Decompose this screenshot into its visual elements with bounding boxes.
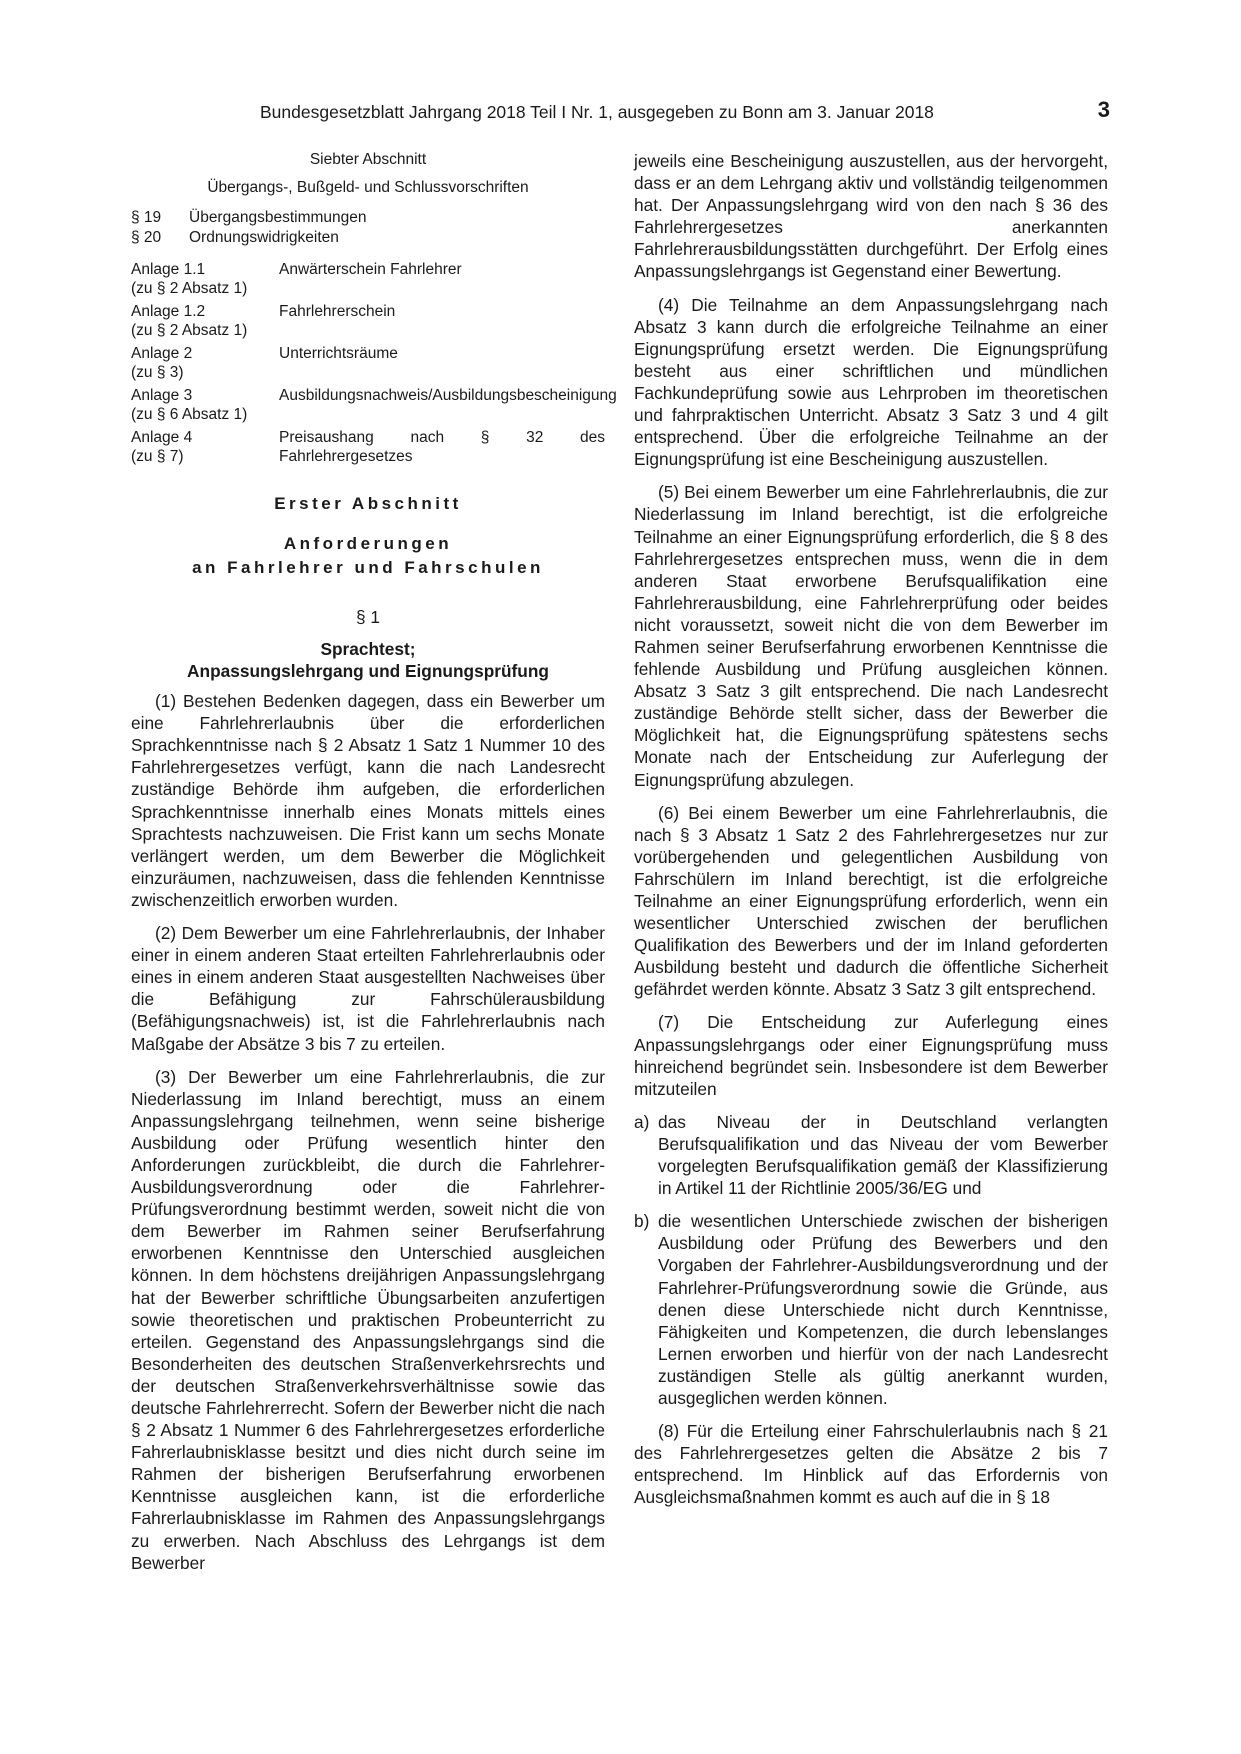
paragraph-1: (1) Bestehen Bedenken dagegen, dass ein Bewerber um eine Fahrlehrerlaubnis über die erforderlichen Sprachkenntnisse nach § 2 Absatz 1 Satz 1 Nummer 10 des Fahrlehrergesetzes verfügt, kann die nach Landesrecht zuständige Behörde ihm aufgeben, die erforderlichen Sprachkenntnisse innerhalb eines Monats mittels eines Sprachtests nachzuweisen. Die Frist kann um sechs Monate verlängert werden, um dem Bewerber die Möglichkeit einzuräumen, nachzuweisen, dass die fehlenden Kenntnisse zwischenzeitlich erworben wurden. <box>131 691 605 910</box>
annex-reference: (zu § 3) <box>131 364 184 381</box>
right-column <box>634 150 1108 1519</box>
list-item <box>634 1210 1108 1409</box>
annex-entry <box>131 386 617 424</box>
paragraph-2: (2) Dem Bewerber um eine Fahrlehrerlaubnis, der Inhaber einer in einem anderen Staat erteilten Fahrlehrerlaubnis oder eines in einem anderen Staat ausgestellten Nachweises über die Befähigung zur Fahrschülerausbildung (Befähigungsnachweis) ist, ist die Fahrlehrerlaubnis nach Maßgabe der Absätze 3 bis 7 zu erteilen. <box>131 923 605 1054</box>
list-item-text: das Niveau der in Deutschland verlangten Berufsqualifikation und das Niveau der vom Bewerber vorgelegten Berufsqualifikation gemäß der Klassifizierung in Artikel 11 der Richtlinie 2005/36/EG und <box>658 1111 1108 1199</box>
paragraph-7: (7) Die Entscheidung zur Auferlegung eines Anpassungslehrgangs oder einer Eignungsprüfung muss hinreichend begründet sein. Insbesondere ist dem Bewerber mitzuteilen <box>634 1012 1108 1099</box>
annex-reference: (zu § 2 Absatz 1) <box>131 280 248 297</box>
annex-entry <box>131 428 605 466</box>
section-title-line1: Sprachtest; <box>320 639 416 660</box>
chapter-title: Erster Abschnitt <box>274 494 462 513</box>
toc-entry-number: § 20 <box>131 229 162 246</box>
paragraph-5: (5) Bei einem Bewerber um eine Fahrlehrerlaubnis, die zur Niederlassung im Inland berechtigt, ist die erfolgreiche Teilnahme an einer Eignungsprüfung erforderlich, die § 8 des Fahrlehrergesetzes entsprechen muss, wenn die in dem anderen Staat erworbene Berufsqualifikation eine Fahrlehrerausbildung, eine Fahrlehrerprüfung oder beides nicht voraussetzt, soweit nicht die von dem Bewerber im Rahmen seiner Berufserfahrung erworbenen Kenntnisse die fehlende Ausbildung und Prüfung ausgleichen können. Absatz 3 Satz 3 gilt entsprechend. Die nach Landesrecht zuständige Behörde stellt sicher, dass der Bewerber die Möglichkeit hat, die Eignungsprüfung spätestens sechs Monate nach der Entscheidung zur Auferlegung der Eignungsprüfung abzulegen. <box>634 482 1108 790</box>
toc-entry <box>131 208 605 228</box>
paragraph-4: (4) Die Teilnahme an dem Anpassungslehrgang nach Absatz 3 kann durch die erfolgreiche Teilnahme an einer Eignungsprüfung ersetzt werden. Die Eignungsprüfung besteht aus einer schriftlichen und mündlichen Fachkundeprüfung sowie aus Lehrproben im theoretischen und fahrpraktischen Unterricht. Absatz 3 Satz 3 und 4 gilt entsprechend. Über die erfolgreiche Teilnahme an der Eignungsprüfung ist eine Bescheinigung auszustellen. <box>634 294 1108 470</box>
list-item <box>634 1111 1108 1199</box>
list-item-label: b) <box>634 1211 650 1232</box>
annex-number: Anlage 1.2 <box>131 303 206 320</box>
annex-number: Anlage 2 <box>131 345 193 362</box>
toc-entry-number: § 19 <box>131 209 162 226</box>
annex-title: Anwärterschein Fahrlehrer <box>279 261 462 278</box>
section-title-line2: Anpassungslehrgang und Eignungsprüfung <box>187 661 549 682</box>
section-number: § 1 <box>355 607 381 627</box>
annex-title: Fahrlehrerschein <box>279 303 396 320</box>
paragraph-6: (6) Bei einem Bewerber um eine Fahrlehrerlaubnis, die nach § 3 Absatz 1 Satz 2 des Fahrlehrergesetzes nur zur vorübergehenden und gelegentlichen Ausbildung von Fahrschülern im Inland berechtigt, ist die erfolgreiche Teilnahme an einer Eignungsprüfung erforderlich, wenn ein wesentlicher Unterschied zwischen der beruflichen Qualifikation des Bewerbers und der im Inland geforderten Ausbildung besteht und dadurch die öffentliche Sicherheit gefährdet werden könnte. Absatz 3 Satz 3 gilt entsprechend. <box>634 802 1108 1000</box>
paragraph-3-continued: jeweils eine Bescheinigung auszustellen, aus der hervorgeht, dass er an dem Lehrgang aktiv und vollständig teilgenommen hat. Der Anpassungslehrgang wird von den nach § 36 des Fahrlehrergesetzes anerkannten Fahrlehrerausbildungsstätten durchgeführt. Der Erfolg eines Anpassungslehrgangs ist Gegenstand einer Bewertung. <box>634 151 1108 282</box>
page-number: 3 <box>1097 97 1110 122</box>
chapter-subtitle-line2: an Fahrlehrer und Fahrschulen <box>192 558 544 577</box>
annex-number: Anlage 4 <box>131 429 193 446</box>
gazette-header-text: Bundesgesetzblatt Jahrgang 2018 Teil I Nr. 1, ausgegeben zu Bonn am 3. Januar 2018 <box>260 102 934 122</box>
annex-title: Preisaushang nach § 32 des Fahrlehrergesetzes <box>279 429 605 465</box>
section-title <box>131 638 605 682</box>
paragraph-8: (8) Für die Erteilung einer Fahrschulerlaubnis nach § 21 des Fahrlehrergesetzes gelten die Absätze 2 bis 7 entsprechend. Im Hinblick auf das Erfordernis von Ausgleichsmaßnahmen kommt es auch auf die in § 18 <box>634 1421 1108 1508</box>
annex-reference: (zu § 2 Absatz 1) <box>131 322 248 339</box>
chapter-subtitle-line1: Anforderungen <box>283 534 453 553</box>
annex-reference: (zu § 6 Absatz 1) <box>131 406 248 423</box>
annex-reference: (zu § 7) <box>131 448 184 465</box>
annex-entry <box>131 260 605 298</box>
annex-number: Anlage 3 <box>131 387 193 404</box>
left-column <box>131 150 617 1585</box>
list-item-label: a) <box>634 1111 650 1132</box>
toc-section-title: Siebter Abschnitt <box>309 151 427 168</box>
paragraph-3: (3) Der Bewerber um eine Fahrlehrerlaubnis, die zur Niederlassung im Inland berechtigt, muss an einem Anpassungslehrgang teilnehmen, wenn seine bisherige Ausbildung oder Prüfung wesentlich hinter den Anforderungen zurückbleibt, die durch die Fahrlehrer-Ausbildungsverordnung oder die Fahrlehrer-Prüfungsverordnung bestimmt werden, soweit nicht die von dem Bewerber im Rahmen seiner Berufserfahrung erworbenen Kenntnisse den Unterschied ausgleichen können. In dem höchstens dreijährigen Anpassungslehrgang hat der Bewerber schriftliche Übungsarbeiten anzufertigen sowie theoretischen und praktischen Probeunterricht zu erteilen. Gegenstand des Anpassungslehrgangs sind die Besonderheiten des deutschen Straßenverkehrsrechts und der deutschen Straßenverkehrsverhältnisse sowie das deutsche Fahrlehrerrecht. Sofern der Bewerber nicht die nach § 2 Absatz 1 Nummer 6 des Fahrlehrergesetzes erforderliche Fahrerlaubnisklasse besitzt und dies nicht durch seine im Rahmen der bisherigen Berufserfahrung erworbenen Kenntnisse ausgleichen kann, ist die erforderliche Fahrerlaubnisklasse im Rahmen des Anpassungslehrgangs zu erwerben. Nach Abschluss des Lehrgangs ist dem Bewerber <box>131 1066 605 1573</box>
list-item-text: die wesentlichen Unterschiede zwischen der bisherigen Ausbildung oder Prüfung des Bewerbers und den Vorgaben der Fahrlehrer-Ausbildungsverordnung und der Fahrlehrer-Prüfungsverordnung sowie die Gründe, aus denen diese Unterschiede nicht durch Kenntnisse, Fähigkeiten und Kompetenzen, die durch lebenslanges Lernen erworben und hierfür von der nach Landesrecht zuständigen Stelle als gültig anerkannt wurden, ausgeglichen werden können. <box>658 1211 1108 1408</box>
toc-entry-label: Übergangsbestimmungen <box>189 209 367 226</box>
page-header <box>130 97 1110 124</box>
annex-title: Ausbildungsnachweis/Ausbildungsbescheinigung <box>279 387 617 404</box>
annex-entry <box>131 302 605 340</box>
annex-number: Anlage 1.1 <box>131 261 206 278</box>
toc-section-subtitle: Übergangs-, Bußgeld- und Schlussvorschriften <box>207 179 529 196</box>
annex-entry <box>131 344 605 382</box>
toc-entry <box>131 228 605 248</box>
annex-title: Unterrichtsräume <box>279 345 398 362</box>
toc-entry-label: Ordnungswidrigkeiten <box>189 229 339 246</box>
